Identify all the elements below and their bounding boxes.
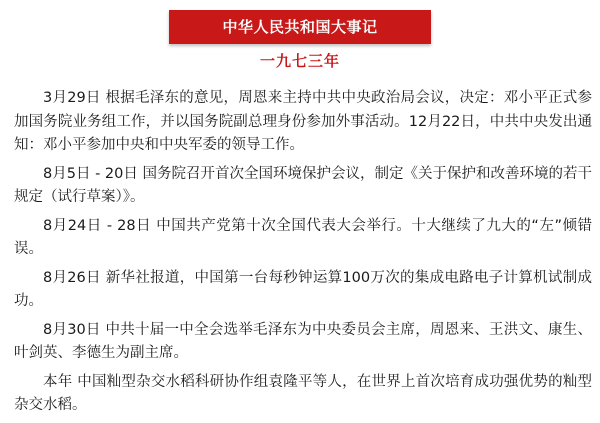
- event-entry-5: 8月30日 中共十届一中全会选举毛泽东为中央委员会主席，周恩来、王洪文、康生、叶剑英、李德生为副主席。: [14, 321, 592, 361]
- event-entry-1: 3月29日 根据毛泽东的意见，周恩来主持中共中央政治局会议，决定：邓小平正式参加国务院业务组工作，并以国务院副总理身份参加外事活动。12月22日，中共中央发出通知：邓小平参加中央和中央军委的领导工作。: [14, 90, 592, 153]
- event-entry-3: 8月24日 - 28日 中国共产党第十次全国代表大会举行。十大继续了九大的“左”倾错误。: [14, 217, 592, 257]
- year-heading: 一九七三年: [259, 52, 340, 70]
- event-entry-6: 本年 中国籼型杂交水稻科研协作组袁隆平等人，在世界上首次培育成功强优势的籼型杂交水稻。: [14, 373, 592, 413]
- page-title: 中华人民共和国大事记: [222, 18, 378, 36]
- event-entry-4: 8月26日 新华社报道，中国第一台每秒钟运算100万次的集成电路电子计算机试制成功。: [14, 269, 592, 309]
- event-list: [14, 87, 592, 423]
- event-entry-2: 8月5日 - 20日 国务院召开首次全国环境保护会议，制定《关于保护和改善环境的若干规定（试行草案）》。: [14, 165, 592, 205]
- page-title-banner: [169, 10, 431, 44]
